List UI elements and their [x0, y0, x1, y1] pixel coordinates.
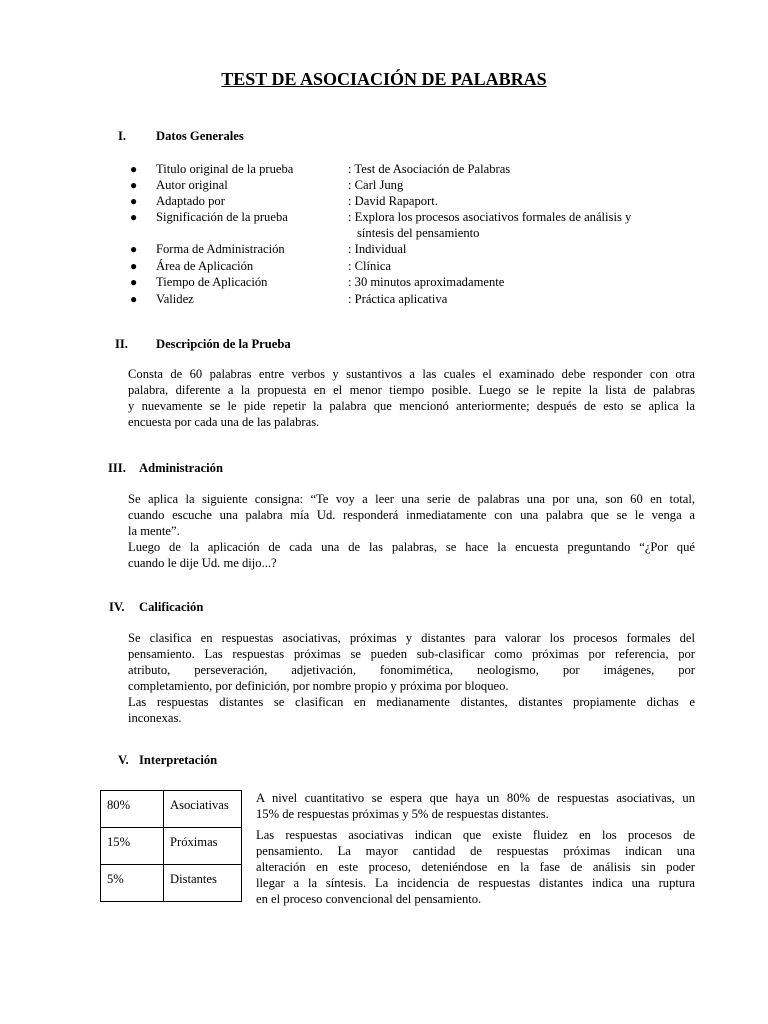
item-label: Titulo original de la prueba: [156, 162, 294, 176]
text-line: y nuevamente se le pide repetir la palabra que mencionó anteriormente; después de esto se aplica la: [128, 399, 695, 413]
text-line: inconexas.: [128, 711, 182, 725]
section-2-number: II.: [115, 337, 128, 351]
administration-paragraph: [128, 491, 695, 571]
item-label: Área de Aplicación: [156, 259, 254, 273]
text-line: llegar a la síntesis. La incidencia de respuestas distantes indica una ruptura: [256, 876, 695, 890]
bullet-icon: ●: [130, 292, 138, 306]
description-paragraph: [128, 366, 695, 430]
bullet-icon: ●: [130, 242, 138, 256]
section-3-number: III.: [108, 461, 126, 475]
percentage-cell: 15%: [101, 828, 164, 865]
item-label: Validez: [156, 292, 194, 306]
table-row: [101, 828, 242, 865]
text-line: Se clasifica en respuestas asociativas, próximas y distantes para valorar los procesos formales del: [128, 631, 695, 645]
text-line: Se aplica la siguiente consigna: “Te voy a leer una serie de palabras una por una, son 60 en total,: [128, 492, 695, 506]
item-label: Forma de Administración: [156, 242, 285, 256]
percentage-cell: 5%: [101, 865, 164, 902]
item-value: : Práctica aplicativa: [348, 292, 448, 306]
item-value-continued: síntesis del pensamiento: [357, 226, 480, 240]
item-value: : Clínica: [348, 259, 392, 273]
section-2-title: Descripción de la Prueba: [156, 337, 291, 351]
section-4-title: Calificación: [139, 600, 204, 614]
item-value: : Carl Jung: [348, 178, 404, 192]
text-line: alteración en este proceso, deteniéndose en la fase de análisis sin poder: [256, 860, 695, 874]
bullet-icon: ●: [130, 259, 138, 273]
bullet-icon: ●: [130, 275, 138, 289]
text-line: Las respuestas distantes se clasifican en medianamente distantes, distantes propiamente dichas e: [128, 695, 695, 709]
item-value: : 30 minutos aproximadamente: [348, 275, 505, 289]
item-label: Tiempo de Aplicación: [156, 275, 268, 289]
response-type-cell: Asociativas: [164, 791, 242, 828]
text-line: la mente”.: [128, 524, 180, 538]
text-line: 15% de respuestas próximas y 5% de respuestas distantes.: [256, 807, 549, 821]
text-line: atributo, perseveración, adjetivación, fonomimética, neologismo, por imágenes, por: [128, 663, 695, 677]
bullet-icon: ●: [130, 210, 138, 224]
bullet-icon: ●: [130, 178, 138, 192]
text-line: cuando escuche una palabra mía Ud. responderá inmediatamente con una palabra que se le venga a: [128, 508, 695, 522]
text-line: pensamiento. Las respuestas próximas se pueden sub-clasificar como próximas por referencia, por: [128, 647, 695, 661]
text-line: Las respuestas asociativas indican que existe fluidez en los procesos de: [256, 828, 695, 842]
document-title: TEST DE ASOCIACIÓN DE PALABRAS: [221, 69, 547, 89]
bullet-icon: ●: [130, 162, 138, 176]
section-3-title: Administración: [139, 461, 223, 475]
bullet-icon: ●: [130, 194, 138, 208]
interpretation-paragraph-1: [256, 790, 695, 822]
response-type-cell: Distantes: [164, 865, 242, 902]
item-value: : Individual: [348, 242, 407, 256]
section-5-title: Interpretación: [139, 753, 218, 767]
response-type-cell: Próximas: [164, 828, 242, 865]
item-label: Adaptado por: [156, 194, 225, 208]
text-line: Consta de 60 palabras entre verbos y sustantivos a las cuales el examinado debe responder con otra: [128, 367, 695, 381]
item-value: : Explora los procesos asociativos formales de análisis y: [348, 210, 632, 224]
item-label: Significación de la prueba: [156, 210, 288, 224]
section-5-number: V.: [118, 753, 129, 767]
item-value: : Test de Asociación de Palabras: [348, 162, 511, 176]
text-line: A nivel cuantitativo se espera que haya un 80% de respuestas asociativas, un: [256, 791, 695, 805]
item-label: Autor original: [156, 178, 228, 192]
text-line: Luego de la aplicación de cada una de las palabras, se hace la encuesta preguntando “¿Por qué: [128, 540, 695, 554]
text-line: cuando le dije Ud. me dijo...?: [128, 556, 277, 570]
results-table: [100, 790, 242, 902]
section-1-title: Datos Generales: [156, 129, 244, 143]
table-row: [101, 791, 242, 828]
interpretation-paragraph-2: [256, 827, 695, 907]
item-value: : David Rapaport.: [348, 194, 438, 208]
table-row: [101, 865, 242, 902]
percentage-cell: 80%: [101, 791, 164, 828]
section-1-number: I.: [118, 129, 127, 143]
text-line: palabra, diferente a la propuesta en el menor tiempo posible. Luego se le repite la lista de palabras: [128, 383, 695, 397]
text-line: completamiento, por definición, por nombre propio y próxima por bloqueo.: [128, 679, 509, 693]
text-line: encuesta por cada una de las palabras.: [128, 415, 320, 429]
qualification-paragraph: [128, 630, 695, 726]
text-line: pensamiento. La mayor cantidad de respuestas próximas indican una: [256, 844, 695, 858]
text-line: en el proceso convencional del pensamiento.: [256, 892, 482, 906]
section-4-number: IV.: [109, 600, 125, 614]
